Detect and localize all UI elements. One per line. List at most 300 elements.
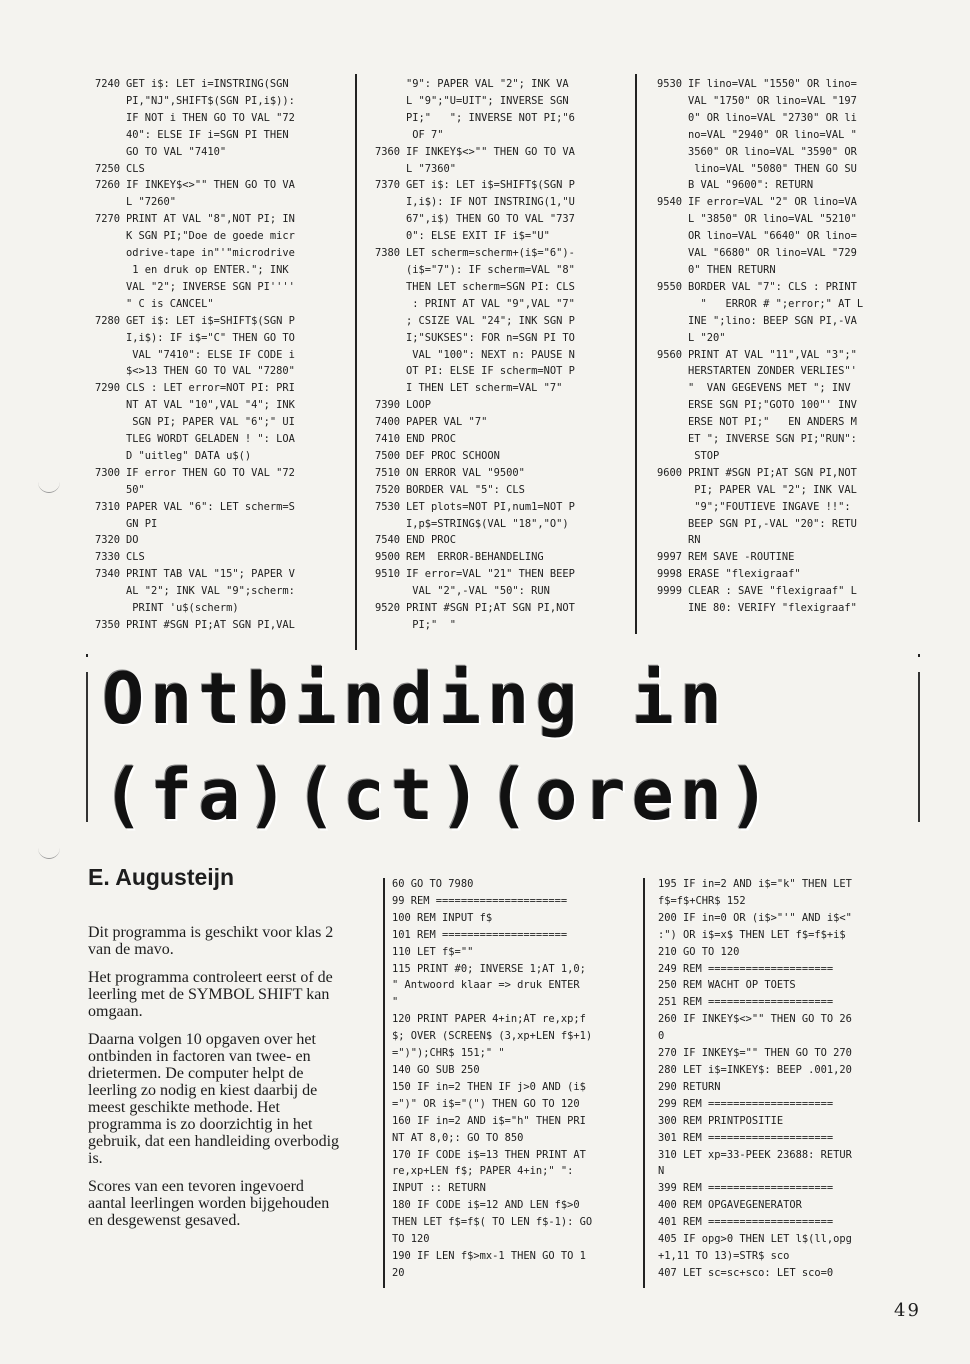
code-text: TLEG WORDT GELADEN ! ": LOA [126, 433, 295, 446]
line-number [364, 194, 406, 211]
code-line [646, 211, 863, 228]
punch-mark [38, 844, 60, 859]
code-text: VAL "2",-VAL "50": RUN [406, 585, 550, 598]
code-text: 399 REM ==================== [658, 1182, 834, 1195]
code-text: LET scherm=scherm+(i$="6")- [406, 247, 575, 260]
code-line [646, 262, 863, 279]
code-text: L "20" [688, 331, 726, 344]
code-line [646, 549, 863, 566]
code-line [646, 363, 863, 380]
code-text: END PROC [406, 534, 457, 547]
line-number [364, 347, 406, 364]
code-line [658, 910, 852, 927]
code-line [364, 110, 575, 127]
code-line [658, 1113, 852, 1130]
line-number [646, 414, 688, 431]
code-text: IF error=VAL "2" OR lino=VA [688, 196, 857, 209]
code-text: BEEP SGN PI,-VAL "20": RETU [688, 517, 857, 530]
code-text: 290 RETURN [658, 1080, 721, 1093]
code-listing-column-5 [658, 876, 852, 1282]
code-text: IF lino=VAL "1550" OR lino= [688, 78, 857, 90]
code-line [364, 532, 575, 549]
code-text: 299 REM ==================== [658, 1097, 834, 1110]
code-line [84, 431, 295, 448]
code-line [364, 448, 575, 465]
code-line [646, 127, 863, 144]
code-text: PRINT TAB VAL "15"; PAPER V [126, 568, 295, 581]
code-line [392, 961, 592, 978]
code-text: VAL "2"; INVERSE SGN PI'''' [126, 280, 295, 293]
code-line [646, 482, 863, 499]
code-line [364, 127, 575, 144]
code-text: STOP [688, 449, 720, 462]
code-line [646, 296, 863, 313]
code-line [364, 363, 575, 380]
code-text: VAL "6680" OR lino=VAL "729 [688, 247, 857, 260]
code-text: 0 [658, 1030, 665, 1043]
code-text: PI;" " [406, 619, 457, 631]
code-line [364, 330, 575, 347]
line-number: 9550 [656, 280, 682, 293]
code-text: VAL "100": NEXT n: PAUSE N [406, 348, 575, 361]
line-number: 7280 [94, 314, 120, 327]
code-line [658, 1045, 852, 1062]
code-line [84, 279, 295, 296]
code-text: " VAN GEGEVENS MET "; INV [688, 382, 851, 395]
line-number: 9540 [656, 196, 682, 209]
line-number: 7500 [374, 449, 400, 462]
code-line [658, 1214, 852, 1231]
line-number: 7250 [94, 162, 120, 175]
code-text: 140 GO SUB 250 [392, 1063, 480, 1076]
code-text: odrive-tape in"'"microdrive [126, 247, 295, 260]
code-text: PAPER VAL "7" [406, 416, 488, 429]
line-number [646, 262, 688, 279]
code-line [364, 93, 575, 110]
code-text: CLS [126, 551, 145, 564]
code-line [392, 1113, 592, 1130]
code-text: no=VAL "2940" OR lino=VAL " [688, 128, 857, 141]
line-number [84, 194, 126, 211]
code-text: 0" THEN RETURN [688, 263, 776, 276]
line-number [364, 279, 406, 296]
code-text: CLS : LET error=NOT PI: PRI [126, 382, 295, 395]
code-text: : PRINT AT VAL "9",VAL "7" [406, 297, 575, 310]
code-line [646, 110, 863, 127]
line-number [364, 380, 406, 397]
line-number [646, 397, 688, 414]
column-divider [383, 878, 385, 1288]
code-text: INE 80: VERIFY "flexigraaf" [688, 602, 857, 615]
line-number [646, 228, 688, 245]
line-number [84, 110, 126, 127]
code-line [84, 363, 295, 380]
line-number [646, 313, 688, 330]
line-number: 9999 [656, 585, 682, 598]
line-number [84, 347, 126, 364]
code-text: THEN LET f$=f$( TO LEN f$-1): GO [392, 1216, 593, 1229]
code-text: REM SAVE -ROUTINE [688, 551, 795, 564]
code-line [658, 1231, 852, 1248]
code-line [658, 1079, 852, 1096]
line-number [646, 448, 688, 465]
line-number: 7410 [374, 433, 400, 446]
code-line [364, 600, 575, 617]
code-line [84, 330, 295, 347]
column-divider [355, 74, 357, 650]
code-text: =")");CHR$ 151;" " [392, 1047, 505, 1060]
code-text: VAL "1750" OR lino=VAL "197 [688, 94, 857, 107]
code-line [658, 1197, 852, 1214]
code-text: ERASE "flexigraaf" [688, 568, 801, 581]
line-number [646, 499, 688, 516]
code-line [392, 893, 592, 910]
code-text: "9": PAPER VAL "2"; INK VA [406, 78, 569, 90]
code-text: PRINT 'u$(scherm) [126, 602, 239, 615]
code-text: VAL "7410": ELSE IF CODE i [126, 348, 295, 361]
code-line [84, 380, 295, 397]
code-text: PI; PAPER VAL "2"; INK VAL [688, 483, 857, 496]
code-text: OR lino=VAL "6640" OR lino= [688, 230, 857, 243]
code-line [364, 262, 575, 279]
code-text: 120 PRINT PAPER 4+in;AT re,xp;f [392, 1013, 586, 1026]
line-number: 7290 [94, 382, 120, 395]
code-text: 249 REM ==================== [658, 962, 834, 975]
code-text: ; CSIZE VAL "24"; INK SGN P [406, 314, 575, 327]
code-line [658, 977, 852, 994]
code-text: NT AT VAL "10",VAL "4"; INK [126, 399, 295, 412]
code-line [658, 927, 852, 944]
code-text: ERSE NOT PI;" EN ANDERS M [688, 416, 857, 429]
code-text: 405 IF opg>0 THEN LET l$(ll,opg [658, 1233, 852, 1246]
code-text: 50" [126, 483, 145, 496]
code-text: 190 IF LEN f$>mx-1 THEN GO TO 1 [392, 1249, 586, 1262]
code-line [392, 1248, 592, 1265]
line-number: 7310 [94, 500, 120, 513]
code-text: IF error=VAL "21" THEN BEEP [406, 568, 575, 581]
code-line [646, 245, 863, 262]
code-text: 99 REM ===================== [392, 894, 568, 907]
code-text: L "9";"U=UIT"; INVERSE SGN [406, 94, 569, 107]
code-line [364, 617, 575, 634]
code-line [658, 1163, 852, 1180]
punch-mark [38, 478, 60, 493]
code-text: 310 LET xp=33-PEEK 23688: RETUR [658, 1148, 852, 1161]
code-line [646, 448, 863, 465]
line-number [646, 380, 688, 397]
code-text: B VAL "9600": RETURN [688, 179, 814, 192]
code-line [392, 1265, 592, 1282]
code-line [646, 330, 863, 347]
code-text: PAPER VAL "6": LET scherm=S [126, 500, 295, 513]
code-line [84, 499, 295, 516]
code-text: 101 REM ==================== [392, 928, 568, 941]
code-text: I,p$=STRING$(VAL "18","O") [406, 517, 569, 530]
intro-paragraph: Scores van een tevoren ingevoerd aantal leerlingen worden bijgehouden en desgewenst gesaved. [88, 1178, 330, 1229]
line-number [364, 127, 406, 144]
code-text: "9";"FOUTIEVE INGAVE !!": [688, 500, 851, 513]
code-line [646, 397, 863, 414]
code-line [392, 927, 592, 944]
column-divider [643, 878, 645, 1288]
code-listing-column-3 [646, 76, 863, 617]
code-line [392, 944, 592, 961]
code-text: BORDER VAL "5": CLS [406, 483, 525, 496]
code-text: 300 REM PRINTPOSITIE [658, 1114, 784, 1127]
code-line [658, 1147, 852, 1164]
line-number [84, 245, 126, 262]
code-line [84, 76, 295, 93]
code-line [364, 144, 575, 161]
code-text: 100 REM INPUT f$ [392, 911, 493, 924]
code-line [84, 465, 295, 482]
line-number: 7530 [374, 500, 400, 513]
code-text: 110 LET f$="" [392, 945, 474, 958]
line-number [364, 110, 406, 127]
code-text: 3560" OR lino=VAL "3590" OR [688, 145, 857, 158]
code-text: I;"SUKSES": FOR n=SGN PI TO [406, 331, 575, 344]
line-number: 7240 [94, 78, 120, 90]
code-text: lino=VAL "5080" THEN GO SU [688, 162, 857, 175]
code-text: 400 REM OPGAVEGENERATOR [658, 1199, 802, 1212]
code-line [392, 876, 592, 893]
code-line [646, 499, 863, 516]
line-number: 7350 [94, 619, 120, 631]
code-text: 20 [392, 1266, 405, 1279]
code-text: END PROC [406, 433, 457, 446]
line-number [84, 448, 126, 465]
line-number: 7390 [374, 399, 400, 412]
code-line [364, 211, 575, 228]
code-line [364, 245, 575, 262]
code-text: LOOP [406, 399, 432, 412]
code-text: 200 IF in=0 OR (i$>"'" AND i$<" [658, 911, 852, 924]
code-line [646, 228, 863, 245]
code-text: 270 IF INKEY$="" THEN GO TO 270 [658, 1047, 852, 1060]
line-number: 9600 [656, 466, 682, 479]
code-line [364, 499, 575, 516]
line-number [84, 482, 126, 499]
code-text: L "7260" [126, 196, 177, 209]
code-text: IF NOT i THEN GO TO VAL "72 [126, 111, 295, 124]
line-number [84, 431, 126, 448]
line-number [84, 262, 126, 279]
code-text: IF INKEY$<>"" THEN GO TO VA [126, 179, 295, 192]
line-number [364, 211, 406, 228]
code-line [84, 228, 295, 245]
code-line [658, 1248, 852, 1265]
intro-paragraph: Dit programma is geschikt voor klas 2 van de mavo. [88, 924, 334, 958]
code-line [364, 177, 575, 194]
line-number [364, 363, 406, 380]
code-text: L "7360" [406, 162, 457, 175]
code-text: " C is CANCEL" [126, 297, 214, 310]
code-text: NT AT 8,0;: GO TO 850 [392, 1131, 524, 1144]
code-line [84, 144, 295, 161]
line-number [646, 482, 688, 499]
code-line [658, 1096, 852, 1113]
code-text: I THEN LET scherm=VAL "7" [406, 382, 563, 395]
line-number: 7380 [374, 247, 400, 260]
code-line [84, 211, 295, 228]
line-number: 7260 [94, 179, 120, 192]
code-text: 260 IF INKEY$<>"" THEN GO TO 26 [658, 1013, 852, 1026]
code-text: AL "2"; INK VAL "9";scherm: [126, 585, 295, 598]
code-line [84, 549, 295, 566]
line-number [84, 600, 126, 617]
code-text: IF error THEN GO TO VAL "72 [126, 466, 295, 479]
code-line [646, 347, 863, 364]
code-text: f$=f$+CHR$ 152 [658, 894, 746, 907]
author-name: E. Augusteijn [88, 864, 235, 890]
code-line [646, 566, 863, 583]
code-line [646, 465, 863, 482]
code-line [364, 228, 575, 245]
code-text: OT PI: ELSE IF scherm=NOT P [406, 365, 575, 378]
code-line [84, 194, 295, 211]
code-text: DO [126, 534, 139, 547]
code-line [392, 1214, 592, 1231]
code-text: LET plots=NOT PI,num1=NOT P [406, 500, 575, 513]
code-text: L "3850" OR lino=VAL "5210" [688, 213, 857, 226]
code-text: $<>13 THEN GO TO VAL "7280" [126, 365, 295, 378]
code-text: 195 IF in=2 AND i$="k" THEN LET [658, 878, 852, 890]
code-line [646, 93, 863, 110]
code-line [84, 161, 295, 178]
code-text: RN [688, 534, 701, 547]
line-number [364, 161, 406, 178]
code-text: 67",i$) THEN GO TO VAL "737 [406, 213, 575, 226]
code-line [364, 76, 575, 93]
line-number: 9560 [656, 348, 682, 361]
code-line [84, 127, 295, 144]
code-text: 40": ELSE IF i=SGN PI THEN [126, 128, 289, 141]
code-line [658, 994, 852, 1011]
code-text: TO 120 [392, 1233, 430, 1246]
line-number: 7520 [374, 483, 400, 496]
code-text: CLS [126, 162, 145, 175]
code-text: PRINT AT VAL "11",VAL "3";" [688, 348, 857, 361]
code-line [84, 532, 295, 549]
code-line [646, 144, 863, 161]
code-text: " ERROR # ";error;" AT L [688, 297, 864, 310]
code-line [392, 1163, 592, 1180]
code-text: " Antwoord klaar => druk ENTER [392, 979, 580, 992]
code-line [646, 279, 863, 296]
line-number [646, 431, 688, 448]
code-text: 180 IF CODE i$=12 AND LEN f$>0 [392, 1199, 580, 1212]
code-text: +1,11 TO 13)=STR$ sco [658, 1249, 790, 1262]
code-text: PRINT #SGN PI;AT SGN PI,NOT [406, 602, 575, 615]
code-line [364, 516, 575, 533]
line-number [364, 583, 406, 600]
code-line [646, 414, 863, 431]
line-number [364, 296, 406, 313]
line-number [646, 296, 688, 313]
article-title: Ontbinding in (fa)(ct)(oren) [88, 651, 918, 843]
code-text: 401 REM ==================== [658, 1216, 834, 1229]
intro-paragraph: Het programma controleert eerst of de leerling met de SYMBOL SHIFT kan omgaan. [88, 969, 333, 1020]
line-number [646, 144, 688, 161]
code-line [364, 347, 575, 364]
code-listing-column-1 [84, 76, 295, 634]
code-line [84, 347, 295, 364]
code-text: ERSE SGN PI;"GOTO 100"' INV [688, 399, 857, 412]
line-number [364, 516, 406, 533]
line-number [364, 330, 406, 347]
line-number [84, 583, 126, 600]
line-number [646, 363, 688, 380]
code-line [392, 1062, 592, 1079]
code-text: $; OVER (SCREEN$ (3,xp+LEN f$+1) [392, 1030, 593, 1043]
code-line [646, 76, 863, 93]
line-number: 7340 [94, 568, 120, 581]
line-number: 7360 [374, 145, 400, 158]
line-number: 9510 [374, 568, 400, 581]
code-text: D "uitleg" DATA u$() [126, 449, 252, 462]
line-number [84, 414, 126, 431]
line-number: 7330 [94, 551, 120, 564]
code-text: I,i$): IF NOT INSTRING(1,"U [406, 196, 575, 209]
code-text: GET i$: LET i$=SHIFT$(SGN P [406, 179, 575, 192]
code-line [646, 177, 863, 194]
code-text: (i$="7"): IF scherm=VAL "8" [406, 263, 575, 276]
line-number [646, 177, 688, 194]
code-line [658, 893, 852, 910]
code-text: 60 GO TO 7980 [392, 878, 474, 890]
line-number [84, 296, 126, 313]
code-listing-column-2 [364, 76, 575, 634]
code-text: 280 LET i$=INKEY$: BEEP .001,20 [658, 1063, 852, 1076]
code-line [84, 600, 295, 617]
code-text: re,xp+LEN f$; PAPER 4+in;" ": [392, 1165, 574, 1178]
code-text: PRINT #SGN PI;AT SGN PI,NOT [688, 466, 857, 479]
code-line [364, 397, 575, 414]
code-line [84, 566, 295, 583]
code-line [364, 566, 575, 583]
line-number [84, 228, 126, 245]
code-line [646, 516, 863, 533]
code-text: DEF PROC SCHOON [406, 449, 500, 462]
line-number [646, 600, 688, 617]
code-line [646, 583, 863, 600]
code-text: PI;" "; INVERSE NOT PI;"6 [406, 111, 575, 124]
code-text: REM ERROR-BEHANDELING [406, 551, 544, 564]
line-number [84, 279, 126, 296]
code-line [84, 245, 295, 262]
code-text: CLEAR : SAVE "flexigraaf" L [688, 585, 857, 598]
code-text: 210 GO TO 120 [658, 945, 740, 958]
code-line [84, 296, 295, 313]
line-number: 7510 [374, 466, 400, 479]
code-line [646, 532, 863, 549]
code-text: PI,"NJ",SHIFT$(SGN PI,i$)): [126, 94, 295, 107]
line-number [646, 330, 688, 347]
code-line [84, 414, 295, 431]
code-line [84, 110, 295, 127]
code-text: N [658, 1165, 665, 1178]
line-number [84, 330, 126, 347]
code-text: =")" OR i$="(") THEN GO TO 120 [392, 1097, 580, 1110]
code-text: 251 REM ==================== [658, 996, 834, 1009]
code-text: THEN LET scherm=SGN PI: CLS [406, 280, 575, 293]
code-line [392, 977, 592, 994]
code-line [658, 1130, 852, 1147]
code-line [364, 279, 575, 296]
line-number [364, 93, 406, 110]
code-text: I,i$): IF i$="C" THEN GO TO [126, 331, 295, 344]
page-number: 49 [894, 1300, 921, 1321]
